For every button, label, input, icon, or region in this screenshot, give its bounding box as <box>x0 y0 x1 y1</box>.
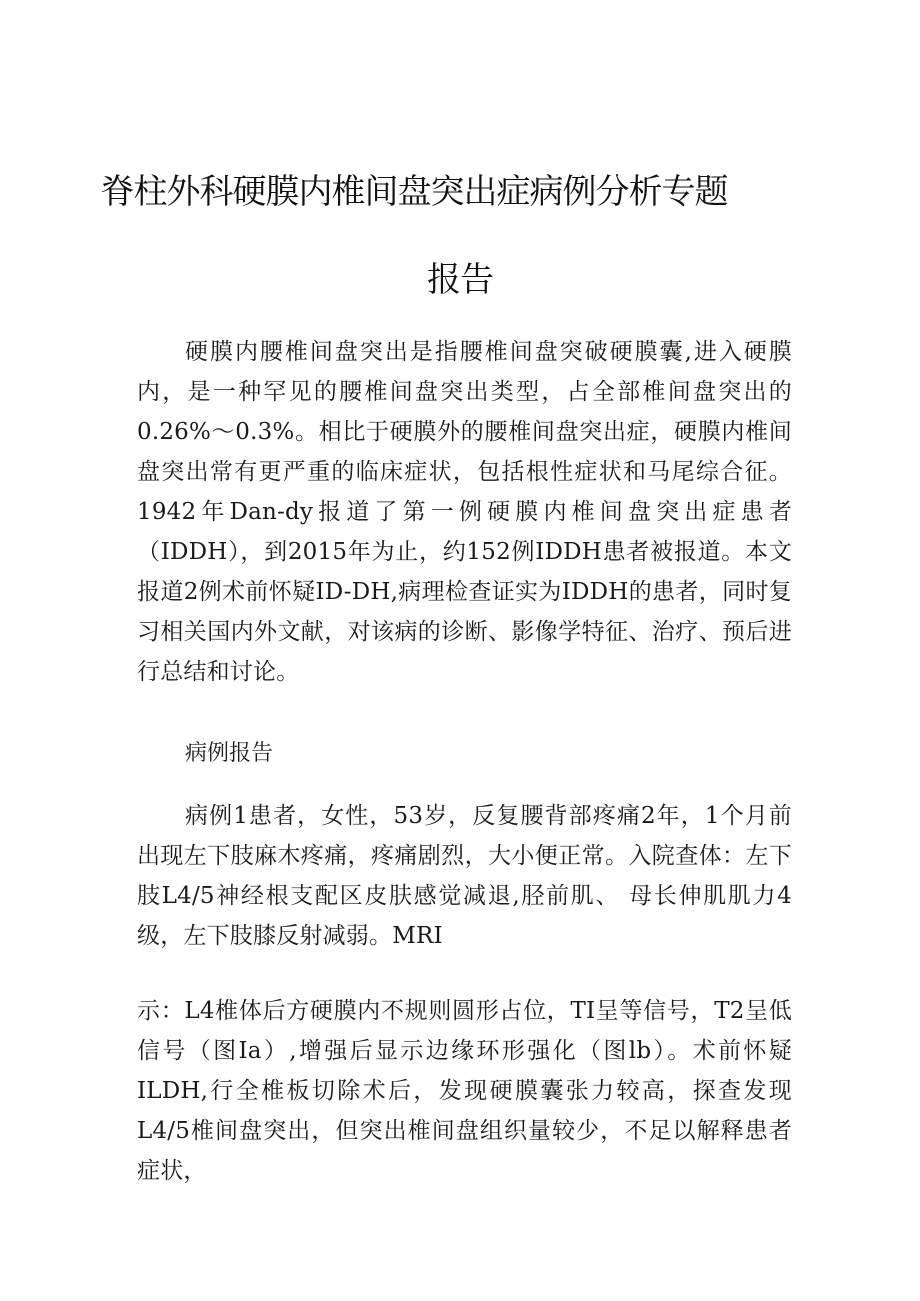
document-title-line-1: 脊柱外科硬膜内椎间盘突出症病例分析专题 <box>100 172 728 212</box>
case-1-paragraph: 病例1患者，女性，53岁，反复腰背部疼痛2年，1个月前出现左下肢麻木疼痛，疼痛剧烈，大小便正常。入院查体：左下肢L4/5神经根支配区皮肤感觉减退,胫前肌、 母长伸肌肌力4级，左下肢膝反射减弱。MRI <box>137 803 792 949</box>
intro-paragraph: 硬膜内腰椎间盘突出是指腰椎间盘突破硬膜囊,进入硬膜内，是一种罕见的腰椎间盘突出类型，占全部椎间盘突出的0.26%～0.3%。相比于硬膜外的腰椎间盘突出症，硬膜内椎间盘突出常有更严重的临床症状，包括根性症状和马尾综合征。1942年Dan-dy报道了第一例硬膜内椎间盘突出症患者（IDDH），到2015年为止，约152例IDDH患者被报道。本文报道2例术前怀疑ID-DH,病理检查证实为IDDH的患者，同时复习相关国内外文献，对该病的诊断、影像学特征、治疗、预后进行总结和讨论。 <box>137 339 792 685</box>
document-title-line-2: 报告 <box>427 260 493 300</box>
section-heading-case-report: 病例报告 <box>185 741 274 766</box>
case-1-continuation-paragraph: 示：L4椎体后方硬膜内不规则圆形占位，TI呈等信号，T2呈低信号（图Ia）,增强后显示边缘环形强化（图lb）。术前怀疑ILDH,行全椎板切除术后，发现硬膜囊张力较高，探查发现L4/5椎间盘突出，但突出椎间盘组织量较少，不足以解释患者症状， <box>137 998 792 1184</box>
